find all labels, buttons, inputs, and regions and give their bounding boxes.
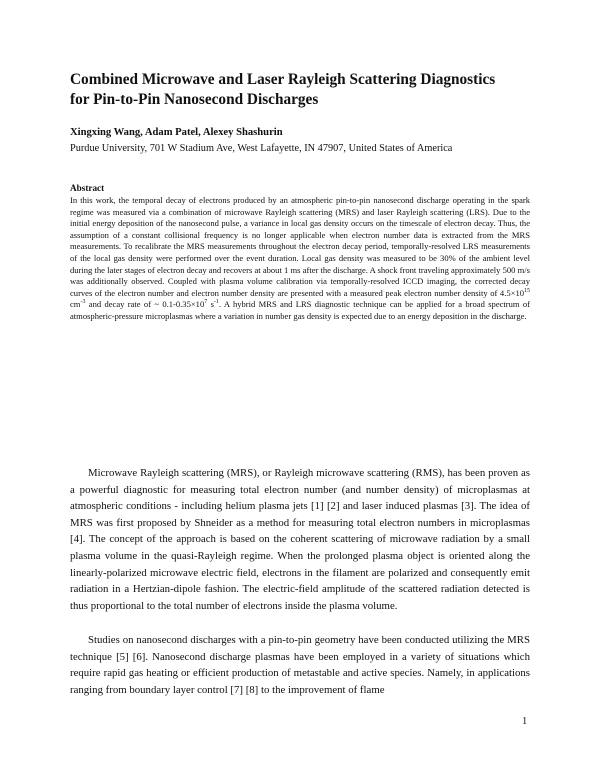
abstract-text-part: . A hybrid MRS and LRS diagnostic technique can be applied for a broad spectrum of atmospheric-pressure microplasmas where a variation in number gas density is expected due to an energy deposition in the discharge. bbox=[70, 299, 531, 321]
body-paragraph-1: Microwave Rayleigh scattering (MRS), or Rayleigh microwave scattering (RMS), has been proven as a powerful diagnostic for measuring total electron number (and number density) of microplasmas at atmospheric conditions - including helium plasma jets [1] [2] and laser induced plasmas [3]. The idea of MRS was first proposed by Shneider as a method for measuring total electron numbers in microplasmas [4]. The concept of the approach is based on the coherent scattering of microwave radiation by a small plasma volume in the quasi-Rayleigh regime. When the prolonged plasma object is oriented along the linearly-polarized microwave electric field, electrons in the filament are polarized and consequently emit radiation in a Hertzian-dipole fashion. The electric-field amplitude of the scattered radiation detected is thus proportional to the total number of electrons inside the plasma volume. bbox=[70, 467, 530, 612]
superscript: -1 bbox=[213, 299, 219, 306]
abstract-text-part: cm bbox=[70, 299, 81, 310]
superscript: -3 bbox=[80, 299, 86, 306]
abstract-heading: Abstract bbox=[70, 183, 105, 193]
abstract-text bbox=[70, 195, 530, 323]
paper-title bbox=[70, 70, 540, 110]
page-number: 1 bbox=[522, 716, 528, 727]
body-paragraph-2: Studies on nanosecond discharges with a pin-to-pin geometry have been conducted utilizing the MRS technique [5] [6]. Nanosecond discharge plasmas have been employed in a variety of situations which require rapid gas heating or efficient production of metastable and active species. Namely, in applications ranging from boundary layer control [7] [8] to the improvement of flame bbox=[70, 634, 530, 696]
title-line-1: Combined Microwave and Laser Rayleigh Scattering Diagnostics bbox=[70, 71, 496, 88]
abstract-text-part: and decay rate of ~ 0.1-0.35×10 bbox=[85, 299, 205, 310]
superscript: 7 bbox=[204, 299, 208, 306]
title-line-2: for Pin-to-Pin Nanosecond Discharges bbox=[70, 91, 319, 108]
abstract-text-part: s bbox=[207, 299, 214, 310]
abstract-text-part: In this work, the temporal decay of electrons produced by an atmospheric pin-to-pin nanosecond discharge operating in the spark regime was measured via a combination of microwave Rayleigh scattering (MRS) and laser Rayleigh scattering (LRS). Due to the initial energy deposition of the nanosecond pulse, a variance in local gas density occurs on the timescale of electron decay. Thus, the assumption of a constant collisional frequency is no longer applicable when electron number data is extracted from the MRS measurements. To recalibrate the MRS measurements throughout the electron decay period, temporally-resolved LRS measurements of the local gas density were performed over the event duration. Local gas density was measured to be 30% of the ambient level during the later stages of electron decay and recovers at about 1 ms after the discharge. A shock front traveling approximately 500 m/s was additionally observed. Coupled with plasma volume calibration via temporally-resolved ICCD imaging, the corrected decay curves of the electron number and electron number density are presented with a measured peak electron number density of 4.5×10 bbox=[70, 195, 530, 298]
author-list: Xingxing Wang, Adam Patel, Alexey Shashurin bbox=[70, 127, 283, 138]
affiliation: Purdue University, 701 W Stadium Ave, West Lafayette, IN 47907, United States of America bbox=[70, 143, 453, 154]
superscript: 15 bbox=[524, 287, 530, 294]
